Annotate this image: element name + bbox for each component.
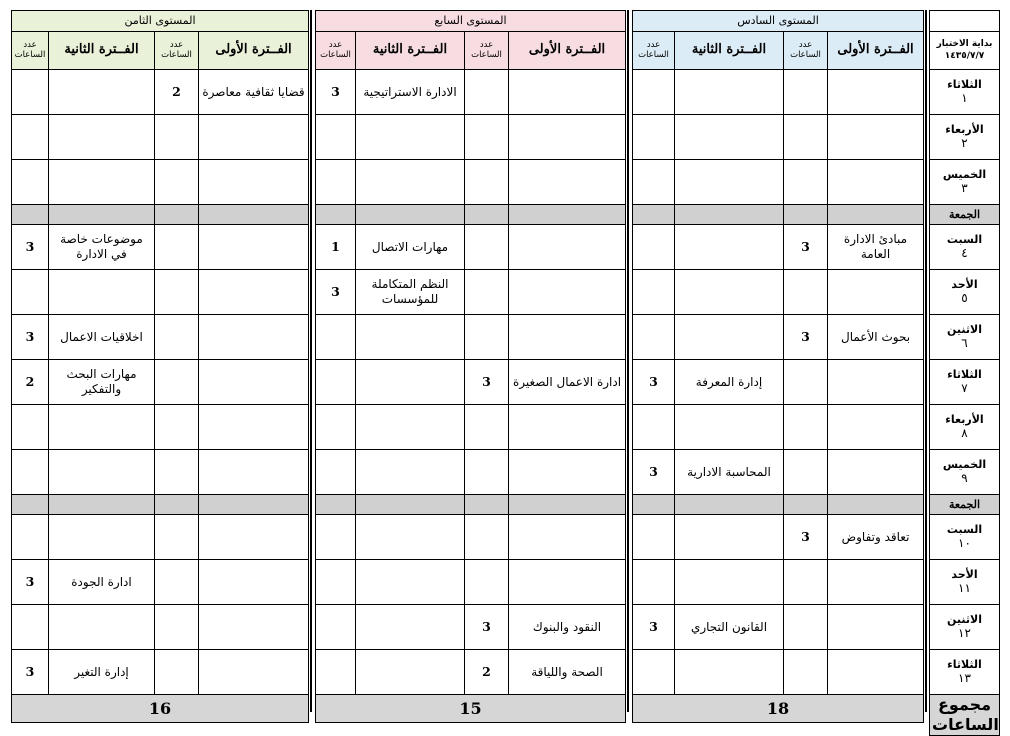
first-period-hours bbox=[465, 405, 509, 450]
day-row bbox=[633, 405, 924, 450]
day-row bbox=[316, 115, 626, 160]
second-period-course bbox=[675, 650, 784, 695]
second-period-course bbox=[356, 450, 465, 495]
second-period-hours bbox=[633, 160, 675, 205]
first-period-header: الفــترة الأولى bbox=[828, 32, 924, 70]
first-period-course bbox=[199, 450, 309, 495]
day-row bbox=[12, 160, 309, 205]
day-number: ٤ bbox=[961, 246, 968, 261]
day-name: الاثنين bbox=[947, 322, 982, 336]
day-row bbox=[12, 360, 309, 405]
day-row bbox=[633, 315, 924, 360]
first-period-hours bbox=[784, 160, 828, 205]
day-cell bbox=[930, 560, 1000, 605]
first-period-course bbox=[509, 225, 626, 270]
second-period-course bbox=[49, 405, 155, 450]
first-period-hours bbox=[155, 450, 199, 495]
first-period-hours bbox=[155, 560, 199, 605]
first-period-course: تعاقد وتفاوض bbox=[828, 515, 924, 560]
second-period-course bbox=[49, 270, 155, 315]
second-period-hours bbox=[633, 225, 675, 270]
day-number: ١٢ bbox=[958, 626, 971, 641]
second-period-hours bbox=[633, 560, 675, 605]
first-period-course bbox=[509, 405, 626, 450]
day-row bbox=[633, 160, 924, 205]
second-period-hours bbox=[316, 405, 356, 450]
second-period-header: الفــترة الثانية bbox=[356, 32, 465, 70]
day-number: ٩ bbox=[961, 471, 968, 486]
day-number: ٦ bbox=[961, 336, 968, 351]
day-row bbox=[12, 70, 309, 115]
day-column bbox=[929, 10, 1000, 736]
second-period-course bbox=[49, 450, 155, 495]
exam-start-date-header: بداية الاختبار ١٤٣٥/٧/٧ bbox=[930, 32, 1000, 70]
day-row bbox=[316, 160, 626, 205]
day-name: السبت bbox=[946, 232, 983, 246]
day-number: ١ bbox=[961, 91, 968, 106]
friday-cell bbox=[12, 495, 49, 515]
second-period-hours bbox=[12, 405, 49, 450]
hours-header: عدد الساعات bbox=[784, 32, 828, 70]
first-period-hours bbox=[155, 225, 199, 270]
second-period-course bbox=[49, 515, 155, 560]
second-period-hours bbox=[633, 650, 675, 695]
second-period-hours bbox=[316, 515, 356, 560]
day-row bbox=[633, 115, 924, 160]
day-number: ٢ bbox=[961, 136, 968, 151]
friday-cell bbox=[199, 495, 309, 515]
second-period-course bbox=[675, 315, 784, 360]
second-period-course: اخلاقيات الاعمال bbox=[49, 315, 155, 360]
second-period-hours bbox=[12, 270, 49, 315]
first-period-header: الفــترة الأولى bbox=[199, 32, 309, 70]
day-row bbox=[316, 450, 626, 495]
second-period-course bbox=[356, 360, 465, 405]
second-period-hours: 3 bbox=[12, 225, 49, 270]
day-number: ٥ bbox=[961, 291, 968, 306]
column-separator bbox=[310, 10, 312, 712]
first-period-course: النقود والبنوك bbox=[509, 605, 626, 650]
second-period-hours bbox=[316, 115, 356, 160]
day-row bbox=[316, 315, 626, 360]
friday-cell bbox=[784, 495, 828, 515]
first-period-hours bbox=[465, 560, 509, 605]
second-period-course: القانون التجاري bbox=[675, 605, 784, 650]
second-period-hours bbox=[633, 270, 675, 315]
day-row bbox=[316, 605, 626, 650]
first-period-course bbox=[828, 405, 924, 450]
second-period-header: الفــترة الثانية bbox=[675, 32, 784, 70]
level-title: المستوى السابع bbox=[316, 11, 626, 32]
day-row bbox=[316, 515, 626, 560]
friday-cell bbox=[509, 495, 626, 515]
second-period-hours bbox=[12, 115, 49, 160]
friday-cell bbox=[633, 495, 675, 515]
day-row bbox=[633, 360, 924, 405]
first-period-hours bbox=[465, 115, 509, 160]
second-period-course: الادارة الاستراتيجية bbox=[356, 70, 465, 115]
second-period-course: مهارات الاتصال bbox=[356, 225, 465, 270]
hours-header: عدد الساعات bbox=[465, 32, 509, 70]
second-period-hours: 3 bbox=[633, 360, 675, 405]
first-period-course bbox=[828, 270, 924, 315]
first-period-hours bbox=[155, 605, 199, 650]
second-period-hours bbox=[12, 70, 49, 115]
hours-header: عدد الساعات bbox=[633, 32, 675, 70]
first-period-course bbox=[199, 360, 309, 405]
total-hours-value: 16 bbox=[12, 695, 309, 723]
second-period-course bbox=[675, 115, 784, 160]
second-period-hours: 3 bbox=[12, 315, 49, 360]
day-name: الخميس bbox=[942, 457, 987, 471]
level-title: المستوى السادس bbox=[633, 11, 924, 32]
day-number: ١٠ bbox=[958, 536, 971, 551]
first-period-header: الفــترة الأولى bbox=[509, 32, 626, 70]
first-period-course bbox=[509, 450, 626, 495]
first-period-hours bbox=[784, 115, 828, 160]
first-period-hours bbox=[784, 650, 828, 695]
first-period-hours bbox=[784, 450, 828, 495]
second-period-course: إدارة التغير bbox=[49, 650, 155, 695]
second-period-course bbox=[356, 160, 465, 205]
second-period-hours: 3 bbox=[12, 560, 49, 605]
second-period-course bbox=[49, 70, 155, 115]
friday-row bbox=[316, 495, 626, 515]
second-period-course bbox=[356, 515, 465, 560]
second-period-hours bbox=[316, 650, 356, 695]
level-title: المستوى الثامن bbox=[12, 11, 309, 32]
friday-cell bbox=[509, 205, 626, 225]
hours-header: عدد الساعات bbox=[316, 32, 356, 70]
friday-cell bbox=[675, 205, 784, 225]
second-period-course: النظم المتكاملة للمؤسسات bbox=[356, 270, 465, 315]
day-cell bbox=[930, 450, 1000, 495]
level-8-block bbox=[11, 10, 309, 723]
friday-cell bbox=[316, 205, 356, 225]
first-period-course bbox=[199, 650, 309, 695]
hours-header: عدد الساعات bbox=[155, 32, 199, 70]
day-number: ٣ bbox=[961, 181, 968, 196]
day-cell bbox=[930, 650, 1000, 695]
second-period-course bbox=[49, 115, 155, 160]
hours-header: عدد الساعات bbox=[12, 32, 49, 70]
day-row bbox=[316, 70, 626, 115]
first-period-hours bbox=[155, 115, 199, 160]
first-period-hours bbox=[465, 270, 509, 315]
second-period-course bbox=[356, 605, 465, 650]
first-period-hours: 3 bbox=[465, 605, 509, 650]
first-period-hours bbox=[465, 515, 509, 560]
first-period-hours bbox=[465, 225, 509, 270]
column-separator bbox=[627, 10, 629, 712]
column-separator bbox=[925, 10, 927, 712]
second-period-course bbox=[675, 515, 784, 560]
day-name: الأربعاء bbox=[945, 122, 984, 136]
day-number: ١١ bbox=[958, 581, 971, 596]
first-period-course bbox=[828, 70, 924, 115]
second-period-course bbox=[356, 315, 465, 360]
first-period-course bbox=[509, 560, 626, 605]
day-row bbox=[633, 560, 924, 605]
first-period-course bbox=[199, 560, 309, 605]
first-period-course bbox=[828, 360, 924, 405]
day-name: الأحد bbox=[951, 277, 978, 291]
first-period-hours: 3 bbox=[465, 360, 509, 405]
day-name: الثلاثاء bbox=[947, 77, 982, 91]
first-period-course: بحوث الأعمال bbox=[828, 315, 924, 360]
second-period-course bbox=[675, 225, 784, 270]
second-period-hours: 3 bbox=[633, 605, 675, 650]
day-cell bbox=[930, 360, 1000, 405]
second-period-hours bbox=[633, 515, 675, 560]
first-period-course bbox=[509, 515, 626, 560]
day-row bbox=[633, 515, 924, 560]
first-period-hours: 3 bbox=[784, 515, 828, 560]
friday-row bbox=[12, 495, 309, 515]
day-row bbox=[316, 360, 626, 405]
friday-cell bbox=[316, 495, 356, 515]
day-name: الأحد bbox=[951, 567, 978, 581]
first-period-course bbox=[509, 160, 626, 205]
second-period-hours: 3 bbox=[316, 70, 356, 115]
day-number: ٧ bbox=[961, 381, 968, 396]
day-number: ١٣ bbox=[958, 671, 971, 686]
first-period-course bbox=[199, 270, 309, 315]
first-period-hours bbox=[155, 515, 199, 560]
day-row bbox=[316, 225, 626, 270]
second-period-hours bbox=[633, 315, 675, 360]
second-period-hours: 3 bbox=[316, 270, 356, 315]
second-period-course: ادارة الجودة bbox=[49, 560, 155, 605]
day-cell bbox=[930, 115, 1000, 160]
second-period-course bbox=[49, 160, 155, 205]
first-period-hours: 3 bbox=[784, 315, 828, 360]
second-period-course bbox=[675, 270, 784, 315]
first-period-hours bbox=[155, 270, 199, 315]
day-row bbox=[316, 270, 626, 315]
second-period-course: مهارات البحث والتفكير bbox=[49, 360, 155, 405]
day-row bbox=[12, 515, 309, 560]
day-row bbox=[12, 225, 309, 270]
first-period-hours bbox=[465, 315, 509, 360]
day-name: الأربعاء bbox=[945, 412, 984, 426]
day-row bbox=[12, 405, 309, 450]
second-period-hours bbox=[633, 70, 675, 115]
friday-cell bbox=[784, 205, 828, 225]
friday-cell bbox=[155, 205, 199, 225]
first-period-hours bbox=[465, 450, 509, 495]
second-period-course bbox=[49, 605, 155, 650]
day-row bbox=[633, 605, 924, 650]
friday-label: الجمعة bbox=[930, 205, 1000, 225]
day-row bbox=[316, 650, 626, 695]
total-hours-value: 18 bbox=[633, 695, 924, 723]
day-cell bbox=[930, 515, 1000, 560]
level-7-block bbox=[315, 10, 626, 723]
day-cell bbox=[930, 225, 1000, 270]
day-cell bbox=[930, 270, 1000, 315]
first-period-course: الصحة واللياقة bbox=[509, 650, 626, 695]
first-period-hours bbox=[784, 560, 828, 605]
total-hours-label: مجموع الساعات bbox=[930, 695, 1000, 736]
day-row bbox=[633, 270, 924, 315]
friday-row bbox=[12, 205, 309, 225]
day-row bbox=[12, 450, 309, 495]
day-name: الثلاثاء bbox=[947, 367, 982, 381]
second-period-hours: 2 bbox=[12, 360, 49, 405]
friday-cell bbox=[49, 205, 155, 225]
second-period-hours bbox=[633, 405, 675, 450]
friday-cell bbox=[356, 205, 465, 225]
second-period-hours bbox=[12, 515, 49, 560]
second-period-course bbox=[675, 70, 784, 115]
first-period-hours: 3 bbox=[784, 225, 828, 270]
day-cell bbox=[930, 405, 1000, 450]
first-period-course bbox=[509, 270, 626, 315]
day-cell bbox=[930, 605, 1000, 650]
friday-cell bbox=[465, 495, 509, 515]
second-period-course bbox=[675, 560, 784, 605]
second-period-header: الفــترة الثانية bbox=[49, 32, 155, 70]
friday-cell bbox=[675, 495, 784, 515]
second-period-hours bbox=[633, 115, 675, 160]
friday-row bbox=[633, 495, 924, 515]
second-period-hours bbox=[316, 450, 356, 495]
corner-cell bbox=[930, 11, 1000, 32]
first-period-hours bbox=[784, 270, 828, 315]
first-period-course: مبادئ الادارة العامة bbox=[828, 225, 924, 270]
second-period-course bbox=[356, 115, 465, 160]
second-period-hours bbox=[12, 450, 49, 495]
day-name: السبت bbox=[946, 522, 983, 536]
first-period-hours bbox=[465, 160, 509, 205]
first-period-course bbox=[199, 605, 309, 650]
first-period-course bbox=[828, 450, 924, 495]
day-row bbox=[12, 315, 309, 360]
first-period-course bbox=[828, 115, 924, 160]
second-period-hours bbox=[12, 605, 49, 650]
day-row bbox=[633, 70, 924, 115]
day-row bbox=[633, 450, 924, 495]
first-period-hours bbox=[155, 160, 199, 205]
second-period-course bbox=[675, 160, 784, 205]
day-row bbox=[316, 405, 626, 450]
first-period-hours bbox=[465, 70, 509, 115]
first-period-course bbox=[509, 115, 626, 160]
second-period-hours: 3 bbox=[633, 450, 675, 495]
day-number: ٨ bbox=[961, 426, 968, 441]
day-row bbox=[12, 115, 309, 160]
day-row bbox=[12, 650, 309, 695]
day-row bbox=[12, 270, 309, 315]
friday-cell bbox=[465, 205, 509, 225]
first-period-course bbox=[199, 225, 309, 270]
friday-cell bbox=[356, 495, 465, 515]
friday-cell bbox=[155, 495, 199, 515]
second-period-hours bbox=[12, 160, 49, 205]
first-period-course bbox=[828, 560, 924, 605]
second-period-course bbox=[675, 405, 784, 450]
second-period-hours bbox=[316, 160, 356, 205]
first-period-hours bbox=[784, 405, 828, 450]
first-period-hours bbox=[155, 315, 199, 360]
friday-cell bbox=[199, 205, 309, 225]
first-period-hours bbox=[155, 360, 199, 405]
day-row bbox=[12, 605, 309, 650]
friday-cell bbox=[828, 495, 924, 515]
friday-row bbox=[316, 205, 626, 225]
day-cell bbox=[930, 70, 1000, 115]
level-6-block bbox=[632, 10, 924, 723]
first-period-course bbox=[199, 115, 309, 160]
first-period-course: ادارة الاعمال الصغيرة bbox=[509, 360, 626, 405]
first-period-hours: 2 bbox=[465, 650, 509, 695]
friday-row bbox=[633, 205, 924, 225]
second-period-hours bbox=[316, 360, 356, 405]
first-period-course bbox=[199, 515, 309, 560]
first-period-hours bbox=[155, 405, 199, 450]
day-row bbox=[633, 225, 924, 270]
second-period-hours bbox=[316, 605, 356, 650]
day-name: الخميس bbox=[942, 167, 987, 181]
first-period-hours bbox=[784, 360, 828, 405]
first-period-hours bbox=[784, 70, 828, 115]
day-cell bbox=[930, 160, 1000, 205]
friday-cell bbox=[12, 205, 49, 225]
first-period-hours: 2 bbox=[155, 70, 199, 115]
total-hours-value: 15 bbox=[316, 695, 626, 723]
second-period-hours: 3 bbox=[12, 650, 49, 695]
first-period-course bbox=[509, 70, 626, 115]
first-period-course bbox=[199, 160, 309, 205]
second-period-course bbox=[356, 650, 465, 695]
day-row bbox=[633, 650, 924, 695]
second-period-course bbox=[356, 560, 465, 605]
day-row bbox=[316, 560, 626, 605]
first-period-hours bbox=[155, 650, 199, 695]
second-period-course: إدارة المعرفة bbox=[675, 360, 784, 405]
friday-cell bbox=[49, 495, 155, 515]
second-period-hours bbox=[316, 560, 356, 605]
friday-cell bbox=[828, 205, 924, 225]
first-period-course bbox=[199, 315, 309, 360]
first-period-course bbox=[509, 315, 626, 360]
first-period-course: قضايا ثقافية معاصرة bbox=[199, 70, 309, 115]
second-period-course: موضوعات خاصة في الادارة bbox=[49, 225, 155, 270]
day-cell bbox=[930, 315, 1000, 360]
first-period-course bbox=[828, 650, 924, 695]
first-period-course bbox=[828, 160, 924, 205]
day-row bbox=[12, 560, 309, 605]
second-period-course: المحاسبة الادارية bbox=[675, 450, 784, 495]
first-period-course bbox=[828, 605, 924, 650]
day-name: الثلاثاء bbox=[947, 657, 982, 671]
second-period-course bbox=[356, 405, 465, 450]
second-period-hours bbox=[316, 315, 356, 360]
first-period-hours bbox=[784, 605, 828, 650]
first-period-course bbox=[199, 405, 309, 450]
second-period-hours: 1 bbox=[316, 225, 356, 270]
friday-cell bbox=[633, 205, 675, 225]
friday-label: الجمعة bbox=[930, 495, 1000, 515]
day-name: الاثنين bbox=[947, 612, 982, 626]
